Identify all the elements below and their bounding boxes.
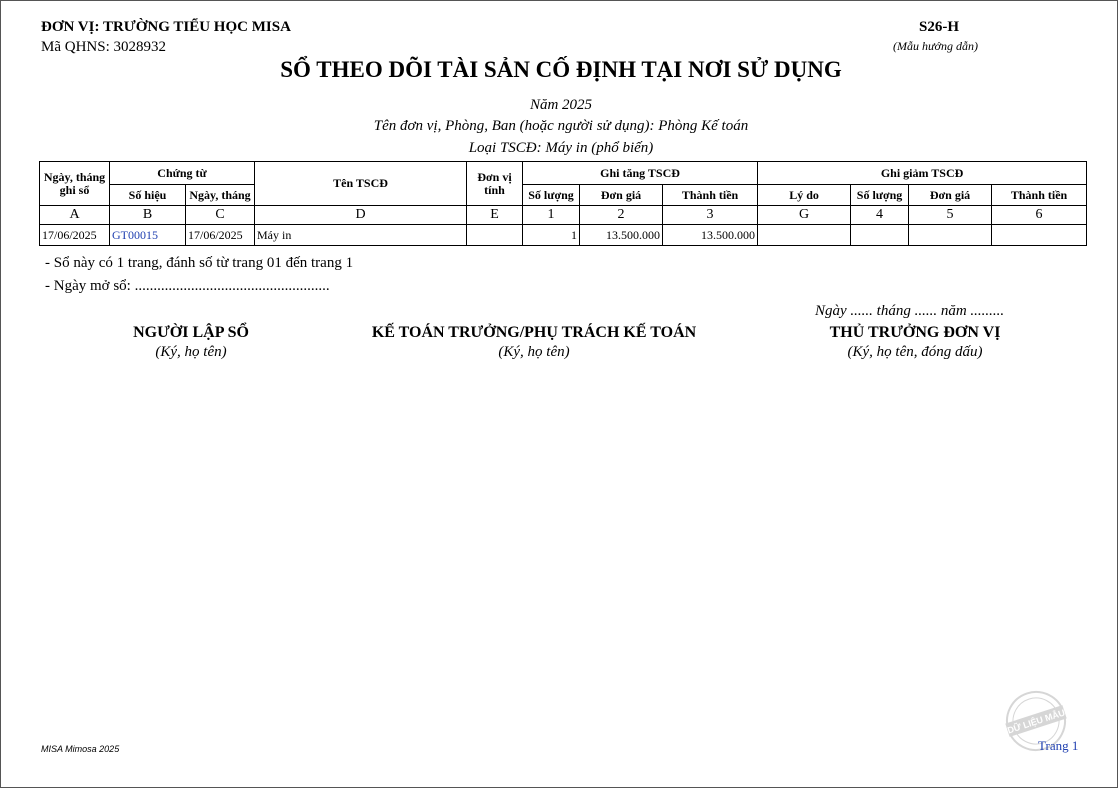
stamp-text: DỮ LIỆU MẪU — [1006, 707, 1067, 736]
col-dec-qty-header: Số lượng — [851, 185, 909, 206]
column-code: B — [110, 206, 186, 225]
cell-date: 17/06/2025 — [40, 225, 110, 246]
chief-accountant-sign-note: (Ký, họ tên) — [498, 344, 570, 360]
cell-voucher-date: 17/06/2025 — [186, 225, 255, 246]
column-code: 6 — [992, 206, 1087, 225]
report-title: SỔ THEO DÕI TÀI SẢN CỐ ĐỊNH TẠI NƠI SỬ DỤNG — [280, 57, 842, 82]
column-code: A — [40, 206, 110, 225]
col-increase-header: Ghi tăng TSCĐ — [523, 162, 758, 185]
col-dec-price-header: Đơn giá — [909, 185, 992, 206]
unit-name: ĐƠN VỊ: TRƯỜNG TIỂU HỌC MISA — [41, 19, 291, 35]
col-inc-amount-header: Thành tiền — [663, 185, 758, 206]
column-code: 5 — [909, 206, 992, 225]
chief-accountant-title: KẾ TOÁN TRƯỞNG/PHỤ TRÁCH KẾ TOÁN — [371, 324, 697, 341]
asset-ledger-table — [39, 161, 1087, 246]
form-code: S26-H — [919, 19, 960, 35]
asset-type-line: Loại TSCĐ: Máy in (phổ biến) — [468, 140, 654, 156]
form-note: (Mẫu hướng dẫn) — [893, 39, 978, 53]
col-unit-header: Đơn vị tính — [467, 162, 523, 206]
column-code: D — [255, 206, 467, 225]
col-inc-qty-header: Số lượng — [523, 185, 580, 206]
table-row — [40, 225, 1087, 246]
software-label: MISA Mimosa 2025 — [41, 744, 120, 754]
col-dec-reason-header: Lý do — [758, 185, 851, 206]
department-line: Tên đơn vị, Phòng, Ban (hoặc người sử dụng): Phòng Kế toán — [373, 118, 749, 134]
column-code-row — [40, 206, 1087, 225]
column-code: E — [467, 206, 523, 225]
cell-dec-price — [909, 225, 992, 246]
col-inc-price-header: Đơn giá — [580, 185, 663, 206]
column-code: 3 — [663, 206, 758, 225]
cell-dec-reason — [758, 225, 851, 246]
col-voucher-date-header: Ngày, tháng — [186, 185, 255, 206]
preparer-title: NGƯỜI LẬP SỔ — [133, 324, 249, 341]
col-date-header: Ngày, tháng ghi sổ — [40, 162, 110, 206]
column-code: 4 — [851, 206, 909, 225]
page-count-note: - Sổ này có 1 trang, đánh số từ trang 01 đến trang 1 — [45, 255, 354, 271]
col-dec-amount-header: Thành tiền — [992, 185, 1087, 206]
unit-head-title: THỦ TRƯỞNG ĐƠN VỊ — [829, 324, 1001, 341]
page-number: Trang 1 — [1038, 738, 1079, 753]
preparer-sign-note: (Ký, họ tên) — [155, 344, 227, 360]
voucher-link[interactable]: GT00015 — [110, 225, 186, 246]
col-asset-name-header: Tên TSCĐ — [255, 162, 467, 206]
column-code: 2 — [580, 206, 663, 225]
open-date-note: - Ngày mở sổ: .................................................... — [45, 278, 330, 294]
cell-inc-amount: 13.500.000 — [663, 225, 758, 246]
cell-dec-qty — [851, 225, 909, 246]
col-decrease-header: Ghi giảm TSCĐ — [758, 162, 1087, 185]
report-year: Năm 2025 — [529, 97, 593, 113]
cell-unit — [467, 225, 523, 246]
cell-asset-name: Máy in — [255, 225, 467, 246]
cell-dec-amount — [992, 225, 1087, 246]
unit-head-sign-note: (Ký, họ tên, đóng dấu) — [847, 344, 983, 360]
qhns-code: Mã QHNS: 3028932 — [41, 39, 167, 55]
col-voucher-no-header: Số hiệu — [110, 185, 186, 206]
column-code: G — [758, 206, 851, 225]
cell-inc-price: 13.500.000 — [580, 225, 663, 246]
column-code: 1 — [523, 206, 580, 225]
column-code: C — [186, 206, 255, 225]
col-voucher-header: Chứng từ — [110, 162, 255, 185]
signature-date-line: Ngày ...... tháng ...... năm ......... — [815, 303, 1005, 319]
cell-inc-qty: 1 — [523, 225, 580, 246]
